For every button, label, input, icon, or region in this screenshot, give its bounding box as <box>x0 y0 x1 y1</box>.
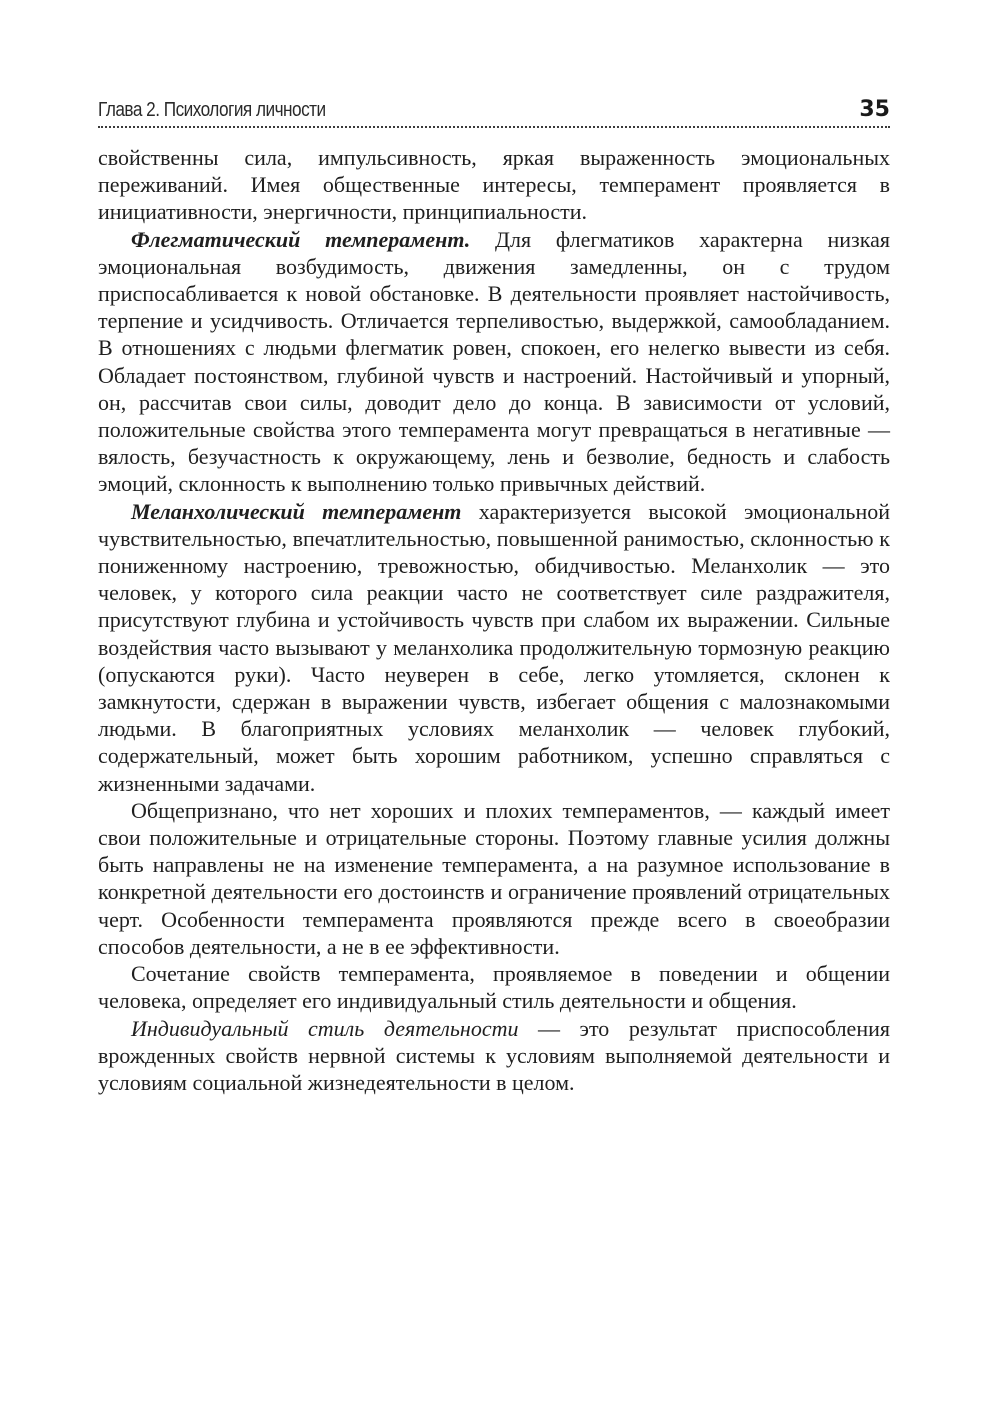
term-individual-style: Индивидуальный стиль деятельности <box>131 1015 519 1041</box>
book-page <box>98 88 890 1096</box>
paragraph-text: Для флегматиков характерна низкая эмоциональная возбудимость, движения замедленны, он с трудом приспосабливается к новой обстановке. В деятельности проявляет настойчивость, терпение и усидчивость. Отличается терпеливостью, выдержкой, самообладанием. В отношениях с людьми флегматик ровен, спокоен, его нелегко вывести из себя. Обладает постоянством, глубиной чувств и настроений. Настойчивый и упорный, он, рассчитав свои силы, доводит дело до конца. В зависимости от условий, положительные свойства этого темперамента могут превращаться в негативные — вялость, безучастность к окружающему, лень и безволие, бедность и слабость эмоций, склонность к выполнению только привычных действий. <box>98 226 890 497</box>
term-phlegmatic: Флегматический темперамент. <box>131 226 471 252</box>
term-melancholic: Меланхолический темперамент <box>131 498 462 524</box>
paragraph-temperament-general <box>98 797 890 960</box>
paragraph-individual-style <box>98 1015 890 1097</box>
paragraph-text: Сочетание свойств темперамента, проявляемое в поведении и общении человека, определяет его индивидуальный стиль деятельности и общения. <box>98 961 890 1014</box>
paragraph-text: характеризуется высокой эмоциональной чувствительностью, впечатлительностью, повышенной ранимостью, склонностью к пониженному настроению, тревожностью, обидчивостью. Меланхолик — это человек, у которого сила реакции часто не соответствует силе раздражителя, присутствуют глубина и устойчивость чувств при слабом их выражении. Сильные воздействия часто вызывают у меланхолика продолжительную тормозную реакцию (опускаются руки). Часто неуверен в себе, легко утомляется, склонен к замкнутости, сдержан в выражении чувств, избегает общения с малознакомыми людьми. В благоприятных условиях меланхолик — человек глубокий, содержательный, может быть хорошим работником, успешно справляться с жизненными задачами. <box>98 498 890 796</box>
paragraph-text: Общепризнано, что нет хороших и плохих темпераментов, — каждый имеет свои положительные и отрицательные стороны. Поэтому главные усилия должны быть направлены не на изменение темперамента, а на разумное использование в конкретной деятельности его достоинств и ограничение проявлений отрицательных черт. Особенности темперамента проявляются прежде всего в своеобразии способов деятельности, а не в ее эффективности. <box>98 797 890 959</box>
paragraph-continued <box>98 144 890 226</box>
chapter-title: Глава 2. Психология личности <box>98 99 326 121</box>
paragraph-melancholic <box>98 498 890 797</box>
running-header <box>98 88 890 128</box>
body-text <box>98 144 890 1096</box>
paragraph-text: — это результат приспособления врожденных свойств нервной системы к условиям выполняемой деятельности и условиям социальной жизнедеятельности в целом. <box>98 1015 890 1095</box>
paragraph-text: свойственны сила, импульсивность, яркая выраженность эмоциональных переживаний. Имея общественные интересы, темперамент проявляется в инициативности, энергичности, принципиальности. <box>98 145 890 225</box>
paragraph-phlegmatic <box>98 226 890 498</box>
page-number: 35 <box>859 97 890 122</box>
paragraph-combination <box>98 960 890 1014</box>
